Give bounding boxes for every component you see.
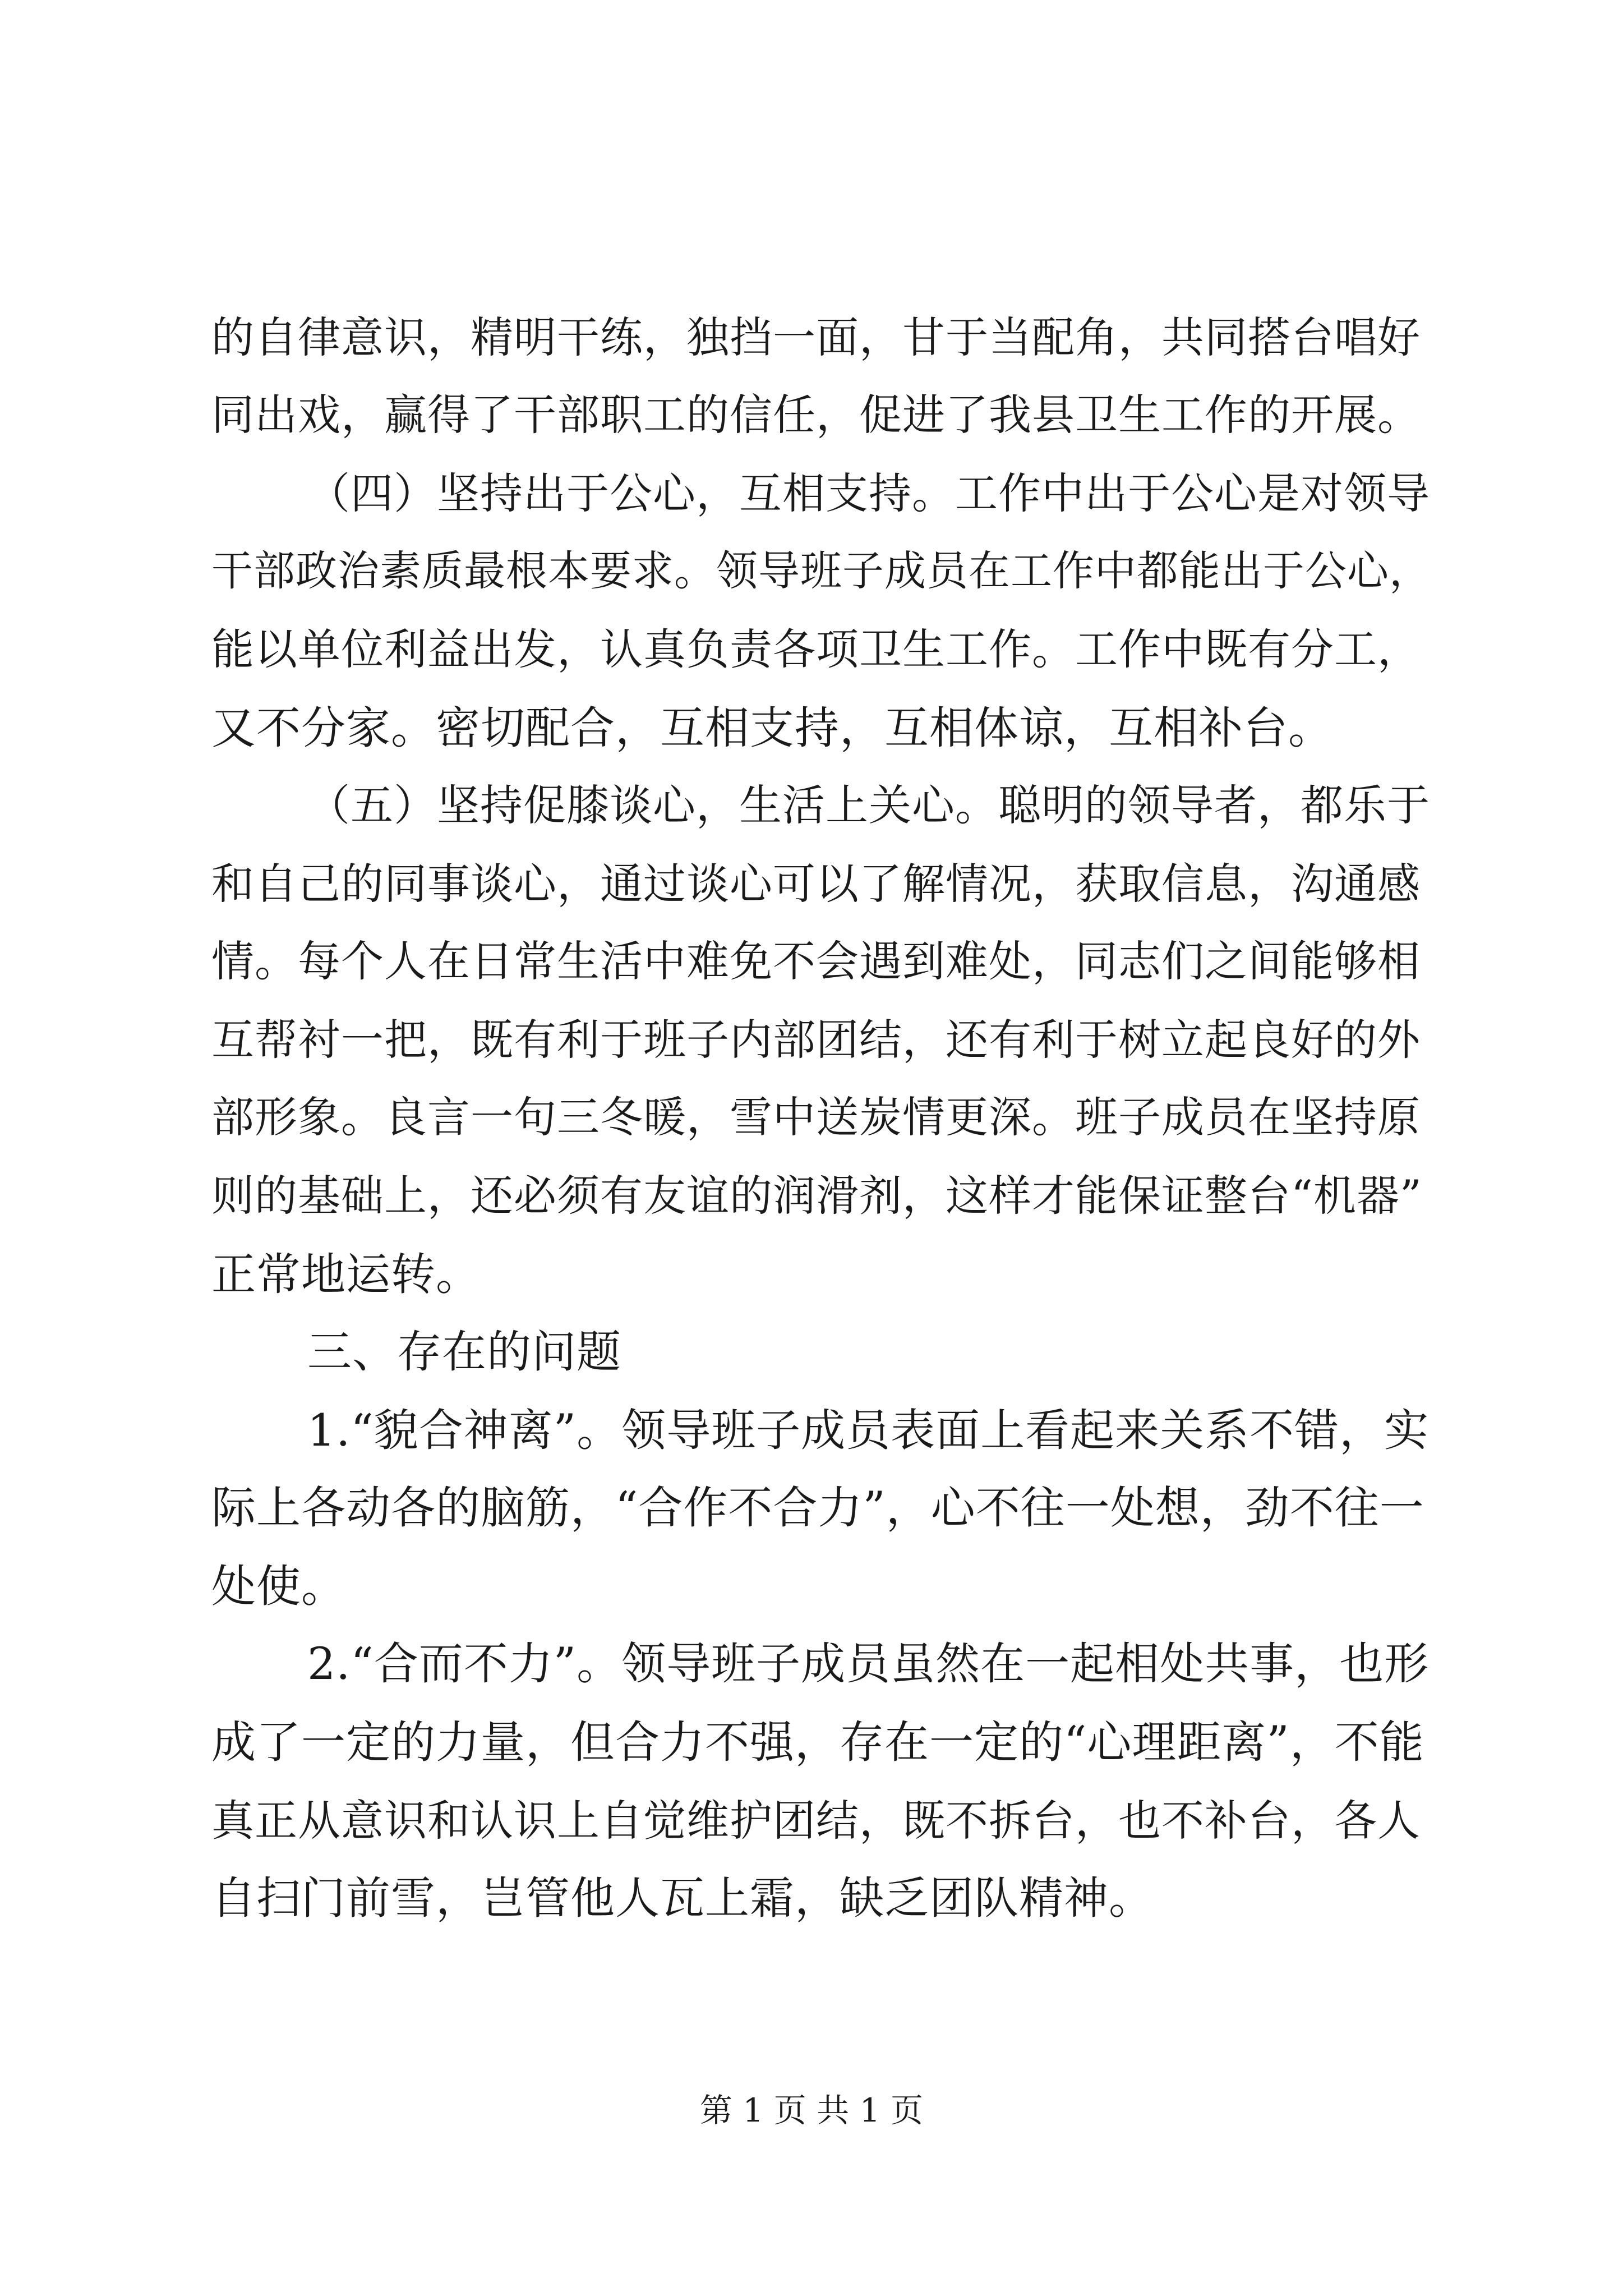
body-text-line: 能以单位利益出发，认真负责各项卫生工作。工作中既有分工， xyxy=(211,624,1421,674)
page-number-footer: 第 1 页 共 1 页 xyxy=(700,2091,923,2129)
body-text-line: 际上各动各的脑筋，“合作不合力”，心不往一处想，劲不往一 xyxy=(211,1482,1424,1534)
body-text-line: 和自己的同事谈心，通过谈心可以了解情况，获取信息，沟通感 xyxy=(211,859,1421,909)
body-text-line: 处使。 xyxy=(211,1561,346,1612)
body-text-line: 的自律意识，精明干练，独挡一面，甘于当配角，共同搭台唱好 xyxy=(211,312,1421,362)
body-text-line: 1.“貌合神离”。领导班子成员表面上看起来关系不错，实 xyxy=(307,1405,1430,1456)
body-text-line: 情。每个人在日常生活中难免不会遇到难处，同志们之间能够相 xyxy=(211,936,1421,986)
section-heading: 三、存在的问题 xyxy=(307,1326,621,1378)
body-text-line: 自扫门前雪，岂管他人瓦上霜，缺乏团队精神。 xyxy=(211,1872,1154,1924)
body-text-line: 真正从意识和认识上自觉维护团结，既不拆台，也不补台，各人 xyxy=(211,1796,1421,1846)
body-text-line: 互帮衬一把，既有利于班子内部团结，还有利于树立起良好的外 xyxy=(211,1015,1421,1065)
body-text-line: 2.“合而不力”。领导班子成员虽然在一起相处共事，也形 xyxy=(307,1638,1430,1690)
body-text-line: 部形象。良言一句三冬暖，雪中送炭情更深。班子成员在坚持原 xyxy=(211,1092,1421,1142)
body-text-line: 干部政治素质最根本要求。领导班子成员在工作中都能出于公心， xyxy=(211,547,1431,595)
body-text-line: 成了一定的力量，但合力不强，存在一定的“心理距离”，不能 xyxy=(211,1717,1424,1768)
body-text-line: （四）坚持出于公心，互相支持。工作中出于公心是对领导 xyxy=(307,468,1430,518)
body-text-line: 正常地运转。 xyxy=(211,1249,481,1300)
body-text-line: 同出戏，赢得了干部职工的信任，促进了我县卫生工作的开展。 xyxy=(211,390,1421,440)
body-text-line: （五）坚持促膝谈心，生活上关心。聪明的领导者，都乐于 xyxy=(307,780,1430,830)
body-text-line: 又不分家。密切配合，互相支持，互相体谅，互相补台。 xyxy=(211,702,1333,754)
body-text-line: 则的基础上，还必须有友谊的润滑剂，这样才能保证整台“机器” xyxy=(211,1171,1422,1221)
